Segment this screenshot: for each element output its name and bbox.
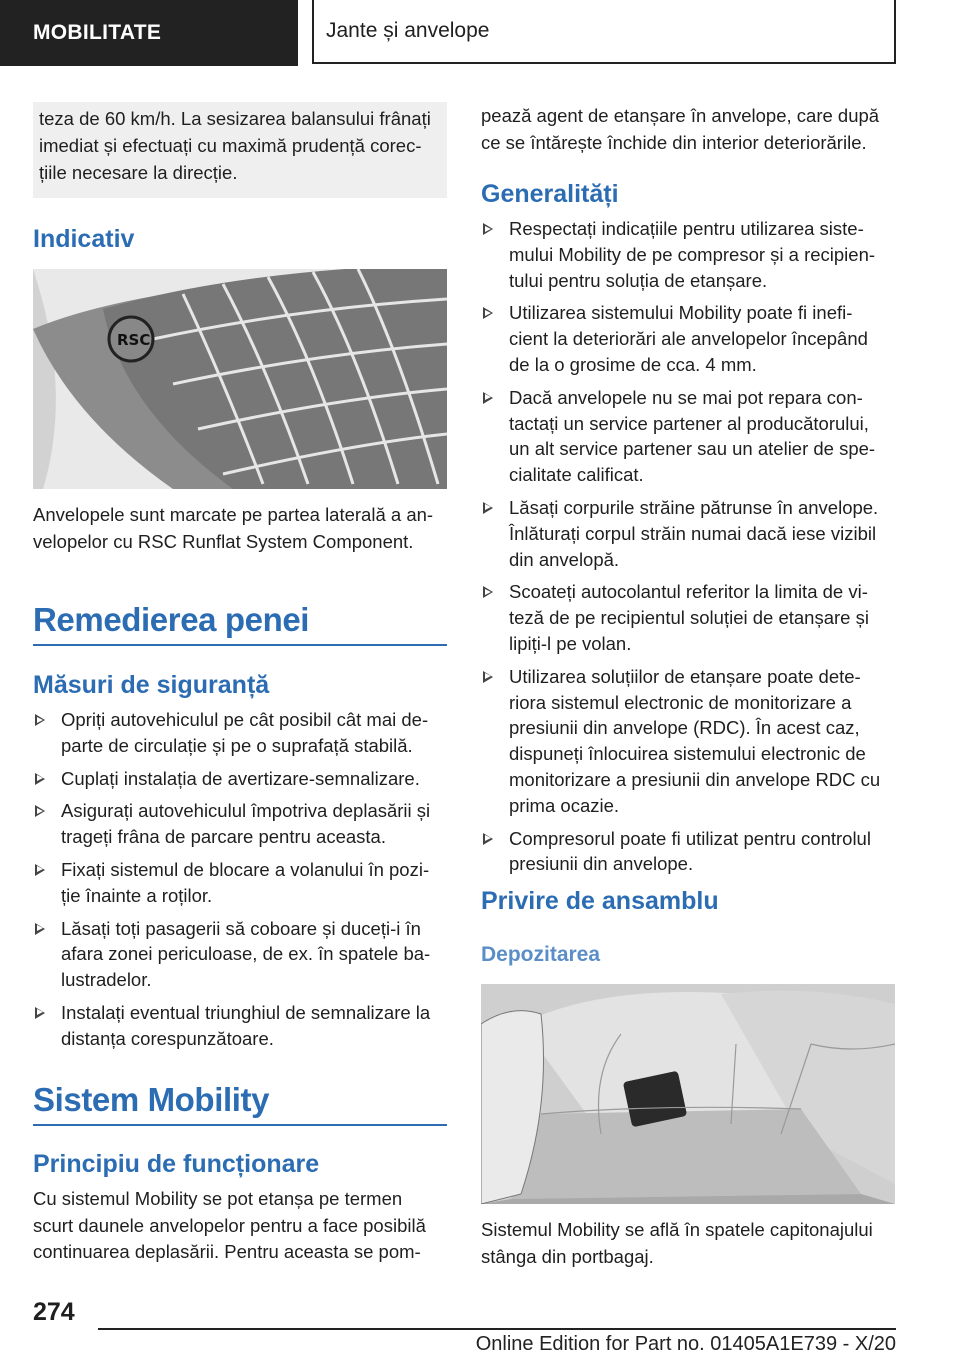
general-notes-list [481,216,896,884]
bullet-triangle-icon [483,223,493,235]
list-item: Utilizarea sistemului Mobility poate fi inefi‐ cient la deteriorări ale anvelopelor începând de la o grosime de cca. 4 mm. [481,300,896,377]
bullet-triangle-icon [35,714,45,726]
heading-rule [33,1124,447,1126]
sistem-mobility-heading: Sistem Mobility [33,1081,270,1118]
privire-heading: Privire de ansamblu [481,887,719,915]
rsc-logo: RSC [117,331,151,349]
bullet-triangle-icon [35,1007,45,1019]
edition-footer: Online Edition for Part no. 01405A1E739 - X/20 [475,1333,896,1355]
list-item: Instalați eventual triunghiul de semnalizare la distanța corespunzătoare. [33,1000,447,1052]
page-number: 274 [33,1298,75,1326]
safety-steps-list [33,707,447,1059]
list-item: Compresorul poate fi utilizat pentru controlul presiunii din anvelope. [481,826,896,878]
list-item: Lăsați corpurile străine pătrunse în anvelope. Înlăturați corpul străin numai dacă iese vizibil din anvelopă. [481,495,896,572]
bullet-triangle-icon [483,392,493,404]
note-line: țiile necesare la direcție. [39,162,238,183]
tire-sidewall-figure [33,269,447,489]
bullet-triangle-icon [35,773,45,785]
remedierea-heading: Remedierea penei [33,601,310,638]
generalitati-heading: Generalități [481,180,619,208]
list-item: Scoateți autocolantul referitor la limita de vi‐ teză de pe recipientul soluției de etanșare și lipiți-l pe volan. [481,579,896,656]
continued-note-box [33,102,447,198]
bullet-triangle-icon [483,307,493,319]
chapter-title: Jante și anvelope [326,19,490,42]
section-title: MOBILITATE [33,21,162,44]
principiu-paragraph: Cu sistemul Mobility se pot etanșa pe termen scurt daunele anvelopelor pentru a face posibilă continuarea deplasării. Pentru aceasta se pom‐ [33,1188,426,1262]
list-item: Fixați sistemul de blocare a volanului în pozi‐ ție înainte a roților. [33,857,447,909]
masuri-heading: Măsuri de siguranță [33,671,270,699]
depozitarea-heading: Depozitarea [481,943,601,966]
list-item: Lăsați toți pasagerii să coboare și duceți-i în afara zonei periculoase, de ex. în spatele ba‐ lustradelor. [33,916,447,993]
figure1-caption [33,502,447,555]
list-item: Dacă anvelopele nu se mai pot repara con‐ tactați un service partener al producătorului, un alt service partener sau un atelier de spe‐ cialitate calificat. [481,385,896,488]
trunk-figure [481,984,895,1204]
bullet-triangle-icon [483,502,493,514]
continuation-paragraph: pează agent de etanșare în anvelope, care după ce se întărește închide din interior deteriorările. [481,105,880,153]
note-line: teza de 60 km/h. La sesizarea balansului frânați [39,108,431,129]
bullet-triangle-icon [483,586,493,598]
bullet-triangle-icon [35,864,45,876]
list-item: Respectați indicațiile pentru utilizarea siste‐ mului Mobility de pe compresor și a recipien‐ tului pentru soluția de etanșare. [481,216,896,293]
bullet-triangle-icon [483,671,493,683]
bullet-triangle-icon [35,923,45,935]
list-item: Asigurați autovehiculul împotriva deplasării și trageți frâna de parcare pentru aceasta. [33,798,447,850]
figure2-caption: Sistemul Mobility se află în spatele capitonajului stânga din portbagaj. [481,1219,873,1267]
bullet-triangle-icon [35,805,45,817]
bullet-triangle-icon [483,833,493,845]
trunk-illustration [481,984,895,1204]
chapter-tab [312,0,896,64]
footer-rule [98,1328,896,1330]
note-line: imediat și efectuați cu maximă prudență corec‐ [39,135,422,156]
caption-line: Anvelopele sunt marcate pe partea laterală a an‐ [33,504,434,525]
list-item: Opriți autovehiculul pe cât posibil cât mai de‐ parte de circulație și pe o suprafață stabilă. [33,707,447,759]
principiu-heading: Principiu de funcționare [33,1150,320,1178]
list-item: Cuplați instalația de avertizare-semnalizare. [33,766,447,792]
indicativ-heading: Indicativ [33,225,135,253]
tire-illustration [33,269,447,489]
list-item: Utilizarea soluțiilor de etanșare poate dete‐ riora sistemul electronic de monitorizare a presiunii din anvelope (RDC). În acest caz, dispuneți înlocuirea sistemului electronic de monitorizare a presiunii din anvelope RDC cu prima ocazie. [481,664,896,819]
section-tab [0,0,298,66]
caption-line: velopelor cu RSC Runflat System Component. [33,530,414,552]
heading-rule [33,644,447,646]
